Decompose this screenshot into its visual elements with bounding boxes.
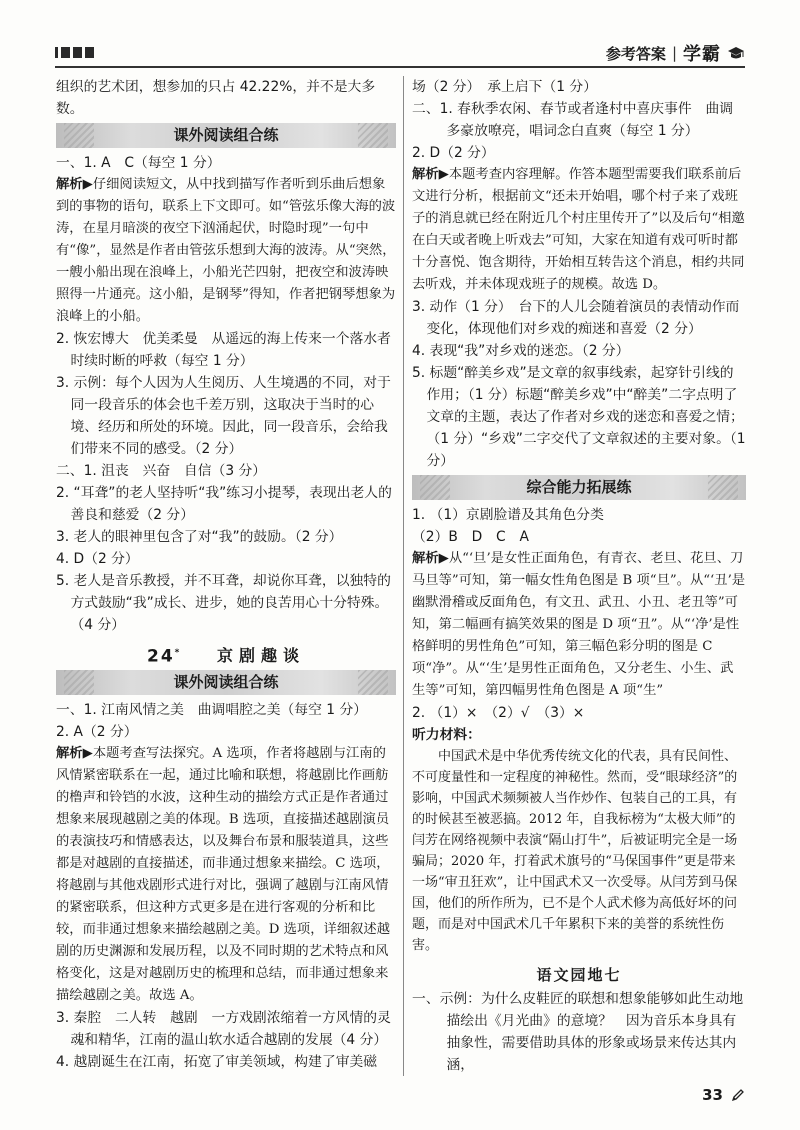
listening-label: 听力材料： [412,727,481,743]
lesson-heading [56,642,396,667]
section-band [56,670,396,695]
answer-item: 二、1. 春秋季农闲、春节或者逢村中喜庆事件 曲调多豪放嘹亮，唱词念白直爽（每空 1 分） [412,101,734,139]
answer-item: 4. 表现“我”对乡戏的迷恋。（2 分） [412,343,630,359]
analysis-text: 仔细阅读短文，从中找到描写作者听到乐曲后想象到的事物的语句，联系上下文即可。如“管弦乐像大海的波涛，在星月暗淡的夜空下汹涌起伏，时隐时现”一句中有“像”，显然是作者由管弦乐想到大海的波涛。从“突然，一艘小船出现在浪峰上，小船光芒四射，把夜空和波涛映照得一片通亮。这小船，是钢琴”得知，作者把钢琴想象为浪峰上的小船。 [56,177,396,324]
header-separator: | [671,44,677,62]
section-title: 课外阅读组合练 [173,673,279,692]
answer-item: 4. D（2 分） [56,551,139,567]
lesson-title: 京剧趣谈 [216,646,305,666]
page-header [55,40,745,66]
graduation-cap-icon [727,45,745,61]
answer-item: 1. （1）京剧脸谱及其角色分类 [412,507,604,523]
analysis-label: 解析▶ [412,167,449,182]
right-column [412,76,746,1076]
answer-item: 一、1. A C（每空 1 分） [56,155,221,171]
continued-text: 场（2 分） 承上启下（1 分） [412,79,597,95]
answer-item: 3. 示例：每个人因为人生阅历、人生境遇的不同，对于同一段音乐的体会也千差万别，这取决于当时的心境、经历和所处的环境。因此，同一段音乐，会给我们带来不同的感受。（2 分） [56,375,391,457]
pencil-icon [731,1088,745,1102]
header-brand: 学霸 [683,44,721,65]
header-bars-decoration [55,47,94,58]
answer-item: （2）B D C A [412,529,529,545]
continued-text: 组织的艺术团，想参加的只占 42.22%，并不是大多数。 [56,79,376,117]
header-rule [55,66,745,68]
answer-item: 二、1. 沮丧 兴奋 自信（3 分） [56,463,267,479]
page-footer [702,1086,745,1104]
page-number: 33 [702,1086,723,1104]
answer-item: 3. 秦腔 二人转 越剧 一方戏剧浓缩着一方风情的灵魂和精华，江南的温山软水适合越剧的发展（4 分） [56,1010,391,1049]
analysis-label: 解析▶ [56,746,93,762]
analysis-block [56,743,396,1007]
lesson-number: 24 [147,646,175,667]
lesson-star: * [174,648,182,658]
answer-item: 3. 动作（1 分） 台下的人儿会随着演员的表情动作而变化，体现他们对乡戏的痴迷和喜爱（2 分） [412,299,740,337]
header-label: 参考答案 [605,44,666,63]
answer-item: 2. （1）× （2）√ （3）× [412,705,585,721]
answer-item: 4. 越剧诞生在江南，拓宽了审美领域，构建了审美磁 [56,1054,378,1071]
analysis-text: 从“‘旦’是女性正面角色，有青衣、老旦、花旦、刀马旦等”可知，第一幅女性角色图是 B 项“旦”。从“‘丑’是幽默滑稽或反面角色，有文丑、武丑、小丑、老丑等”可知，第二幅画有搞笑效果的图是 D 项“丑”。从“‘净’是性格鲜明的男性角色”可知，第三幅色彩分明的图是 C 项“净”。从“‘生’是男性正面角色，又分老生、小生、武生等”可知，第四幅男性角色图是 A 项“生” [412,551,746,698]
analysis-label: 解析▶ [412,551,449,566]
section-title: 课外阅读组合练 [173,126,279,144]
listening-material: 中国武术是中华优秀传统文化的代表，具有民间性、不可度量性和一定程度的神秘性。然而，受“眼球经济”的影响，中国武术频频被人当作炒作、包装自己的工具，有的时候甚至被恶搞。2012 年，自我标榜为“太极大师”的闫芳在网络视频中表演“隔山打牛”，后被证明完全是一场骗局；2020 年，打着武术旗号的“马保国事件”更是带来一场“审丑狂欢”，让中国武术又一次受辱。从闫芳到马保国，他们的所作所为，已不是个人武术修为高低好坏的问题，而是对中国武术几千年累积下来的美誉的系统性伤害。 [412,749,738,953]
left-column [56,76,396,1073]
analysis-block [412,164,746,296]
section-subtitle: 语文园地七 [536,966,622,984]
column-divider [403,76,404,1076]
analysis-text: 本题考查写法探究。A 选项，作者将越剧与江南的风情紧密联系在一起，通过比喻和联想，将越剧比作画舫的橹声和铃铛的水波，这种生动的描绘方式正是作者通过想象来展现越剧之美的体现。B 选项，直接描述越剧演员的表演技巧和情感表达，以及舞台布景和服装道具，这些都是对越剧的直接描述，而非通过想象来描绘。C 选项，将越剧与其他戏剧形式进行对比，强调了越剧与江南风情的紧密联系，但这种方式更多是在进行客观的分析和比较，而非通过想象来描绘越剧之美。D 选项，详细叙述越剧的历史渊源和发展历程，以及不同时期的艺术特点和风格变化，这是对越剧历史的梳理和总结，而非通过想象来描绘越剧之美。故选 A。 [56,746,391,1004]
header-title-group [606,40,745,66]
answer-item: 2. 恢宏博大 优美柔曼 从遥远的海上传来一个落水者时续时断的呼救（每空 1 分） [56,331,391,369]
answer-item: 一、1. 江南风情之美 曲调唱腔之美（每空 1 分） [56,702,368,719]
analysis-block [412,548,746,702]
analysis-label: 解析▶ [56,177,93,192]
section-title: 综合能力拓展练 [526,478,632,496]
answer-item: 5. 老人是音乐教授，并不耳聋，却说你耳聋，以独特的方式鼓励“我”成长、进步，她的良苦用心十分特殊。（4 分） [56,573,391,633]
answer-item: 5. 标题“醉美乡戏”是文章的叙事线索，起穿针引线的作用；（1 分）标题“醉美乡戏”中“醉美”二字点明了文章的主题，表达了作者对乡戏的迷恋和喜爱之情；（1 分）“乡戏”二字交代了文章叙述的主要对象。（1 分） [412,365,746,469]
section-band [56,123,396,148]
section-band [412,475,746,500]
answer-item: 2. “耳聋”的老人坚持听“我”练习小提琴，表现出老人的善良和慈爱（2 分） [56,485,392,523]
answer-item: 2. A（2 分） [56,724,138,741]
answer-item: 一、示例：为什么皮鞋匠的联想和想象能够如此生动地描绘出《月光曲》的意境？ 因为音乐本身具有抽象性，需要借助具体的形象或场景来传达其内涵， [412,991,744,1073]
analysis-block [56,174,396,328]
analysis-text: 本题考查内容理解。作答本题型需要我们联系前后文进行分析，根据前文“还未开始唱，哪个村子来了戏班子的消息就已经在附近几个村庄里传开了”以及后句“相邀在白天或者晚上听戏去”可知，大家在知道有戏可听时都十分喜悦、饱含期待，开始相互转告这个消息，相约共同去听戏，并未体现戏班子的规模。故选 D。 [412,167,745,292]
answer-item: 3. 老人的眼神里包含了对“我”的鼓励。（2 分） [56,529,343,545]
answer-item: 2. D（2 分） [412,145,495,161]
